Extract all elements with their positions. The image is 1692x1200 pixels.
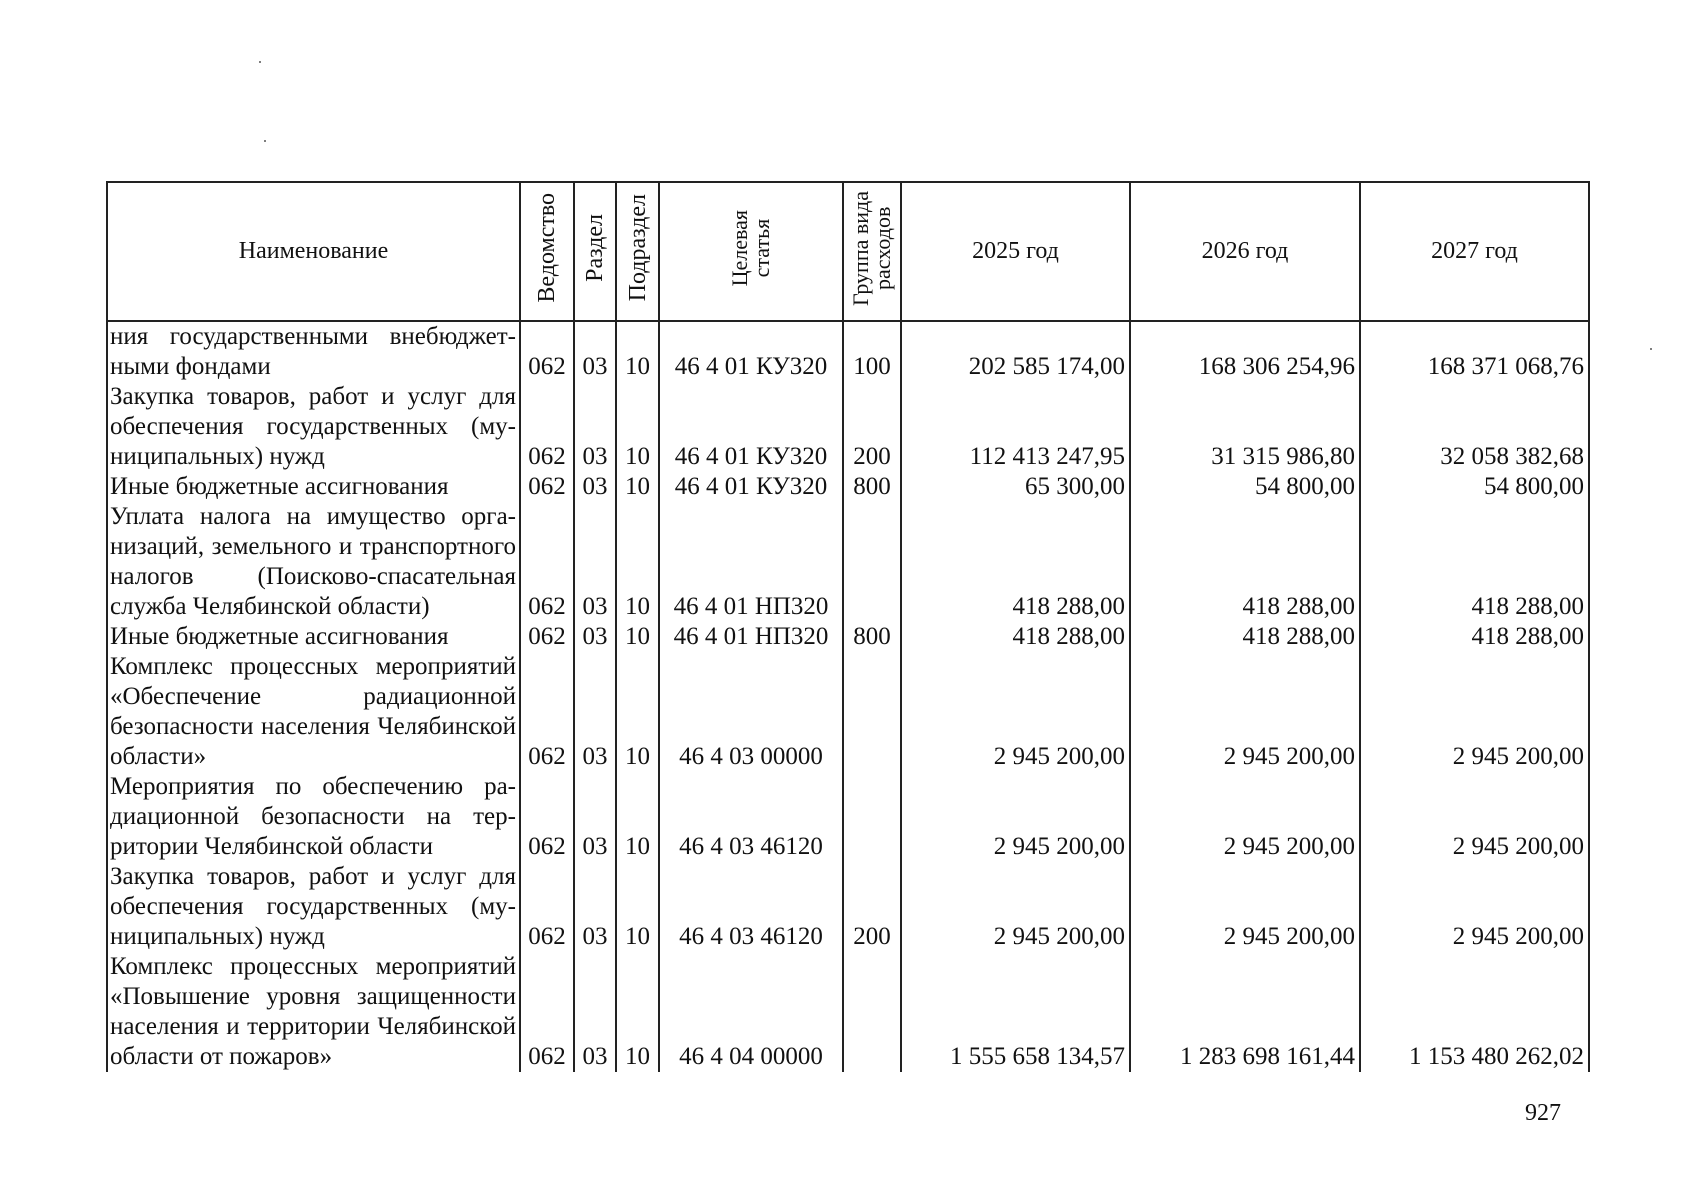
amount-2026: 2 945 200,00 [1130,652,1360,772]
amount-2025: 2 945 200,00 [901,652,1130,772]
expense-group-cell [843,502,901,622]
department-cell: 062 [520,321,574,382]
amount-2025: 2 945 200,00 [901,862,1130,952]
header-2025: 2025 год [901,182,1130,321]
expense-group-cell [843,952,901,1072]
subsection-cell: 10 [616,382,659,472]
page-number: 927 [1525,1100,1561,1126]
name: Иные бюджетные ассигнования [107,472,520,502]
header-2026: 2026 год [1130,182,1360,321]
target-cell: 46 4 01 КУ320 [659,382,843,472]
header-target: Целевая статья [659,182,843,321]
amount-2025: 202 585 174,00 [901,321,1130,382]
amount-2025: 418 288,00 [901,502,1130,622]
amount-2027: 2 945 200,00 [1360,652,1589,772]
target-cell: 46 4 03 46120 [659,862,843,952]
department-cell: 062 [520,652,574,772]
table-row [107,772,1589,862]
target-cell: 46 4 03 00000 [659,652,843,772]
section-cell: 03 [574,502,616,622]
table-row [107,622,1589,652]
table-row [107,502,1589,622]
expense-group-cell: 800 [843,472,901,502]
header-section: Раздел [574,182,616,321]
name: Комплекс процессных мероприятий «Повышение уровня защищенности населения и территории Челябинской области от пожаров» [107,952,520,1072]
amount-2026: 2 945 200,00 [1130,862,1360,952]
department-cell: 062 [520,502,574,622]
department-cell: 062 [520,622,574,652]
header-expense-group: Группа вида расходов [843,182,901,321]
department-cell: 062 [520,472,574,502]
department-cell: 062 [520,382,574,472]
amount-2027: 418 288,00 [1360,502,1589,622]
expense-group-cell: 200 [843,862,901,952]
name: ния государственными внебюджетными фондами [107,321,520,382]
header-2027: 2027 год [1360,182,1589,321]
expense-group-cell: 800 [843,622,901,652]
subsection-cell: 10 [616,952,659,1072]
target-cell: 46 4 01 НП320 [659,502,843,622]
target-cell: 46 4 01 КУ320 [659,472,843,502]
table-row [107,321,1589,382]
amount-2025: 2 945 200,00 [901,772,1130,862]
table-row [107,382,1589,472]
table-header-row [107,182,1589,321]
subsection-cell: 10 [616,321,659,382]
amount-2027: 1 153 480 262,02 [1360,952,1589,1072]
table-row [107,952,1589,1072]
amount-2026: 1 283 698 161,44 [1130,952,1360,1072]
name: Закупка товаров, работ и услуг для обеспечения государственных (муниципальных) нужд [107,862,520,952]
header-department: Ведомство [520,182,574,321]
section-cell: 03 [574,772,616,862]
amount-2027: 168 371 068,76 [1360,321,1589,382]
amount-2027: 2 945 200,00 [1360,862,1589,952]
expense-group-cell: 200 [843,382,901,472]
target-cell: 46 4 01 КУ320 [659,321,843,382]
table-row [107,862,1589,952]
amount-2025: 1 555 658 134,57 [901,952,1130,1072]
header-name: Наименование [107,182,520,321]
amount-2027: 54 800,00 [1360,472,1589,502]
amount-2026: 54 800,00 [1130,472,1360,502]
amount-2026: 418 288,00 [1130,502,1360,622]
amount-2025: 65 300,00 [901,472,1130,502]
target-cell: 46 4 04 00000 [659,952,843,1072]
expense-group-cell [843,652,901,772]
name: Закупка товаров, работ и услуг для обеспечения государственных (муниципальных) нужд [107,382,520,472]
name: Иные бюджетные ассигнования [107,622,520,652]
name: Мероприятия по обеспечению радиационной безопасности на территории Челябинской области [107,772,520,862]
subsection-cell: 10 [616,622,659,652]
subsection-cell: 10 [616,502,659,622]
department-cell: 062 [520,952,574,1072]
scan-speck [264,140,266,142]
section-cell: 03 [574,622,616,652]
section-cell: 03 [574,862,616,952]
section-cell: 03 [574,652,616,772]
section-cell: 03 [574,382,616,472]
amount-2026: 418 288,00 [1130,622,1360,652]
target-cell: 46 4 01 НП320 [659,622,843,652]
subsection-cell: 10 [616,772,659,862]
department-cell: 062 [520,772,574,862]
department-cell: 062 [520,862,574,952]
name: Комплекс процессных мероприятий «Обеспечение радиационной безопасности населения Челябинской области» [107,652,520,772]
amount-2027: 2 945 200,00 [1360,772,1589,862]
amount-2026: 31 315 986,80 [1130,382,1360,472]
amount-2026: 2 945 200,00 [1130,772,1360,862]
table-row [107,652,1589,772]
section-cell: 03 [574,952,616,1072]
section-cell: 03 [574,472,616,502]
amount-2027: 418 288,00 [1360,622,1589,652]
amount-2025: 112 413 247,95 [901,382,1130,472]
expense-group-cell [843,772,901,862]
table-row [107,472,1589,502]
subsection-cell: 10 [616,472,659,502]
target-cell: 46 4 03 46120 [659,772,843,862]
amount-2025: 418 288,00 [901,622,1130,652]
expense-group-cell: 100 [843,321,901,382]
scan-speck [259,61,261,63]
header-subsection: Подраздел [616,182,659,321]
budget-table [106,181,1590,1072]
amount-2026: 168 306 254,96 [1130,321,1360,382]
scan-speck [1650,348,1652,350]
amount-2027: 32 058 382,68 [1360,382,1589,472]
subsection-cell: 10 [616,862,659,952]
section-cell: 03 [574,321,616,382]
name: Уплата налога на имущество организаций, земельного и транспортного налогов (Поисково-спасательная служба Челябинской области) [107,502,520,622]
subsection-cell: 10 [616,652,659,772]
